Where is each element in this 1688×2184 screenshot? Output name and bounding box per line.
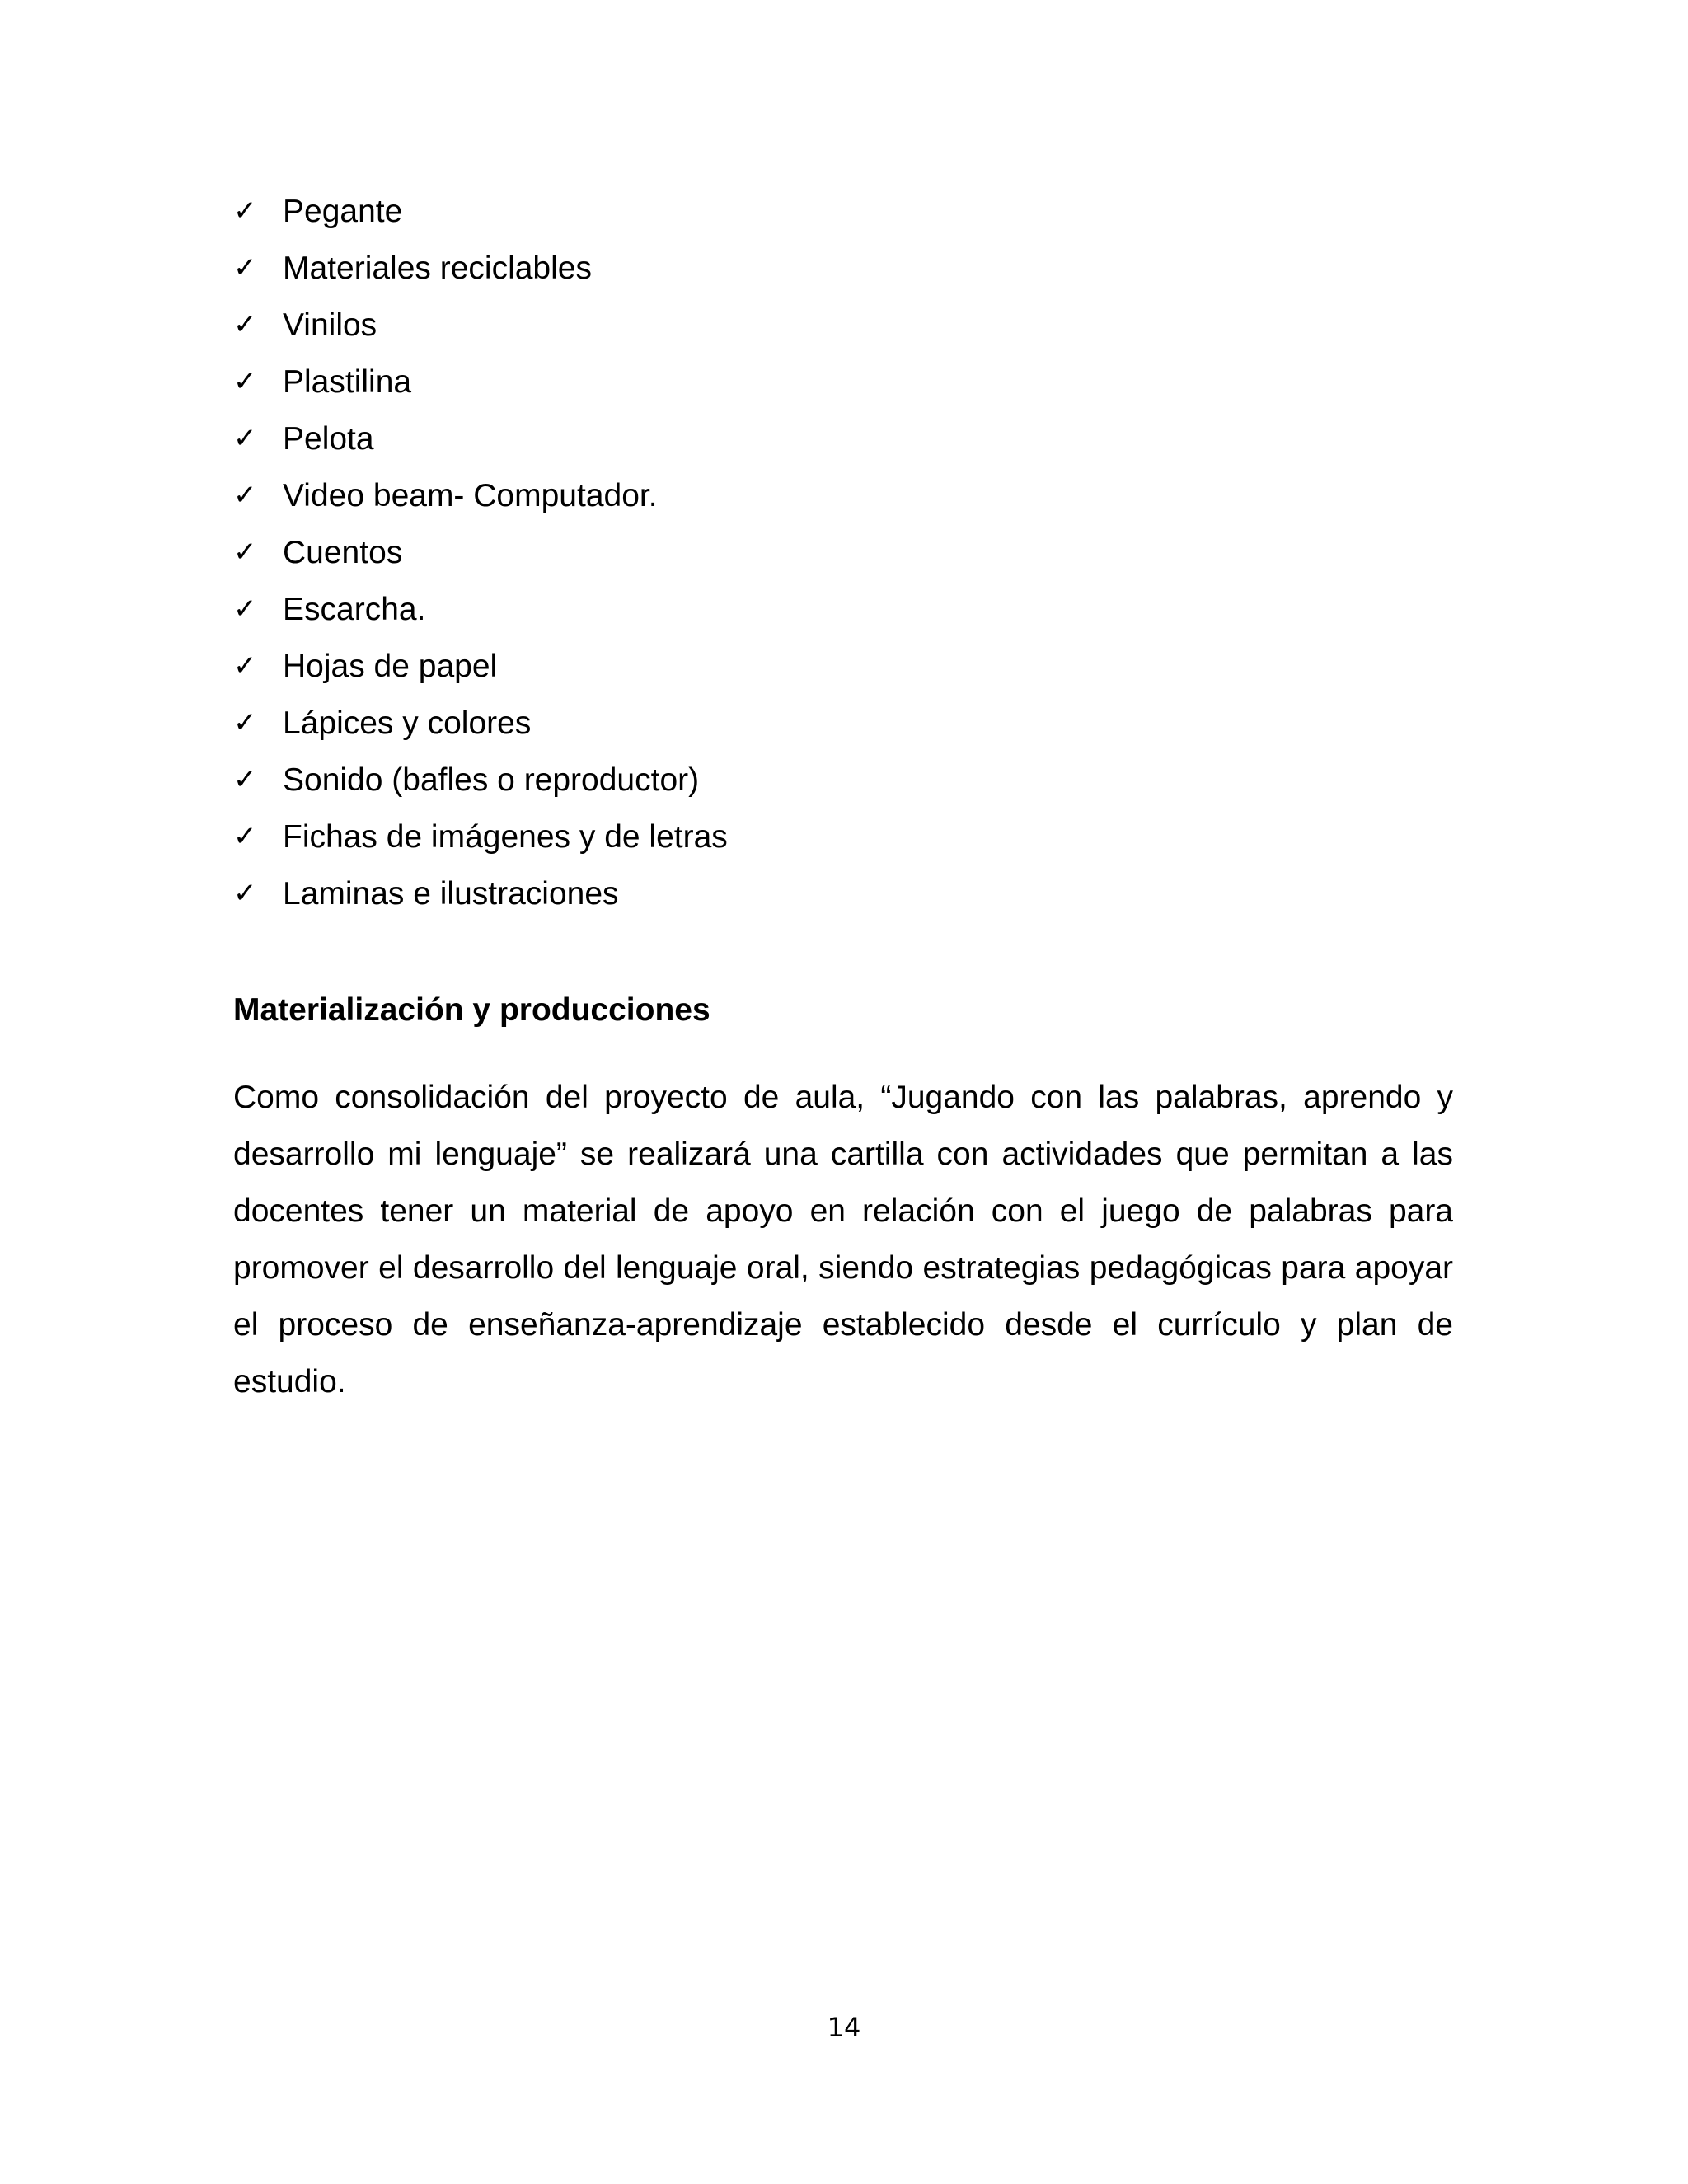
check-mark-icon: ✓ xyxy=(233,706,257,739)
check-mark-icon: ✓ xyxy=(233,251,257,284)
list-item xyxy=(233,638,728,695)
check-mark-icon: ✓ xyxy=(233,479,257,512)
check-mark-icon: ✓ xyxy=(233,194,257,227)
list-item-label: Laminas e ilustraciones xyxy=(283,876,619,912)
list-item xyxy=(233,240,728,297)
list-item xyxy=(233,183,728,240)
section-heading: Materialización y producciones xyxy=(233,992,710,1028)
list-item-label: Sonido (bafles o reproductor) xyxy=(283,762,700,798)
list-item xyxy=(233,865,728,922)
list-item xyxy=(233,410,728,467)
materials-checklist xyxy=(233,183,728,922)
list-item-label: Vinilos xyxy=(283,307,377,343)
list-item-label: Escarcha. xyxy=(283,592,426,627)
check-mark-icon: ✓ xyxy=(233,763,257,796)
page-number: 14 xyxy=(827,2012,861,2043)
list-item xyxy=(233,581,728,638)
list-item-label: Plastilina xyxy=(283,364,412,400)
check-mark-icon: ✓ xyxy=(233,649,257,682)
list-item xyxy=(233,695,728,752)
check-mark-icon: ✓ xyxy=(233,422,257,455)
check-mark-icon: ✓ xyxy=(233,820,257,853)
check-mark-icon: ✓ xyxy=(233,593,257,626)
list-item-label: Materiales reciclables xyxy=(283,251,592,286)
list-item xyxy=(233,524,728,581)
list-item-label: Hojas de papel xyxy=(283,649,498,684)
list-item xyxy=(233,752,728,808)
list-item-label: Pelota xyxy=(283,421,374,457)
list-item xyxy=(233,808,728,865)
check-mark-icon: ✓ xyxy=(233,877,257,910)
list-item-label: Lápices y colores xyxy=(283,705,532,741)
list-item-label: Pegante xyxy=(283,194,403,229)
list-item-label: Fichas de imágenes y de letras xyxy=(283,819,728,855)
check-mark-icon: ✓ xyxy=(233,365,257,398)
list-item xyxy=(233,354,728,410)
body-paragraph: Como consolidación del proyecto de aula, “Jugando con las palabras, aprendo y desarrollo mi lenguaje” se realizará una cartilla con actividades que permitan a las docentes tener un material de apoyo en relación con el juego de palabras para promover el desarrollo del lenguaje oral, siendo estrategias pedagógicas para apoyar el proceso de enseñanza-aprendizaje establecido desde el currículo y plan de estudio. xyxy=(233,1080,1453,1399)
list-item xyxy=(233,467,728,524)
check-mark-icon: ✓ xyxy=(233,536,257,569)
list-item-label: Cuentos xyxy=(283,535,403,570)
list-item-label: Video beam- Computador. xyxy=(283,478,658,513)
check-mark-icon: ✓ xyxy=(233,308,257,341)
list-item xyxy=(233,297,728,354)
